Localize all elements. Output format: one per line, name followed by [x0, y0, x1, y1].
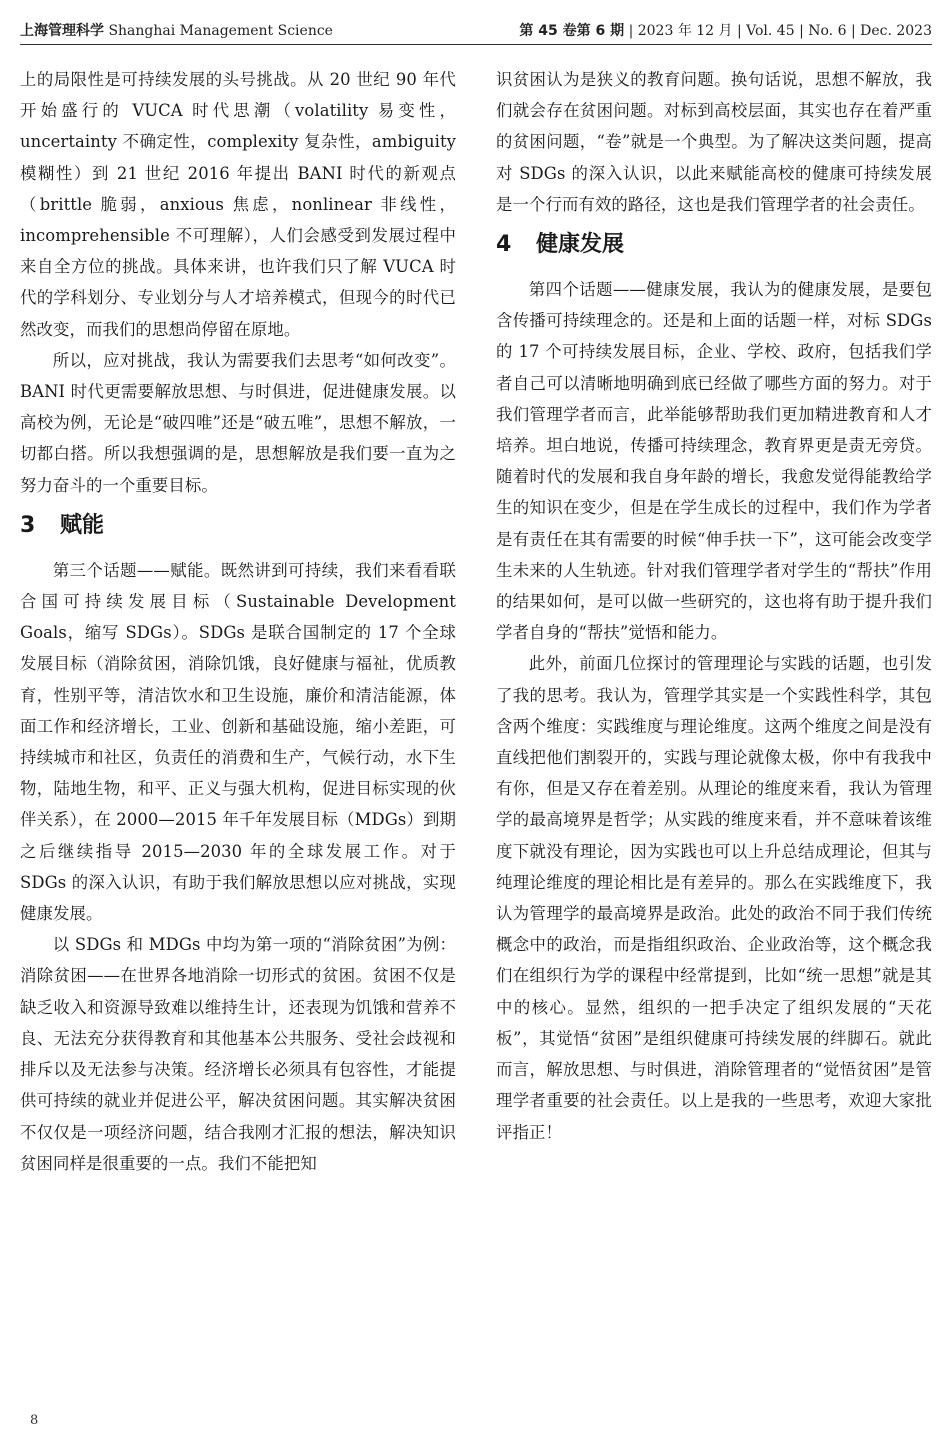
issue-en: No. 6	[808, 23, 847, 39]
header-rule	[20, 44, 932, 45]
journal-name-en: Shanghai Management Science	[108, 23, 333, 39]
section-number: 3	[20, 512, 36, 538]
running-header	[20, 14, 932, 40]
section-title: 健康发展	[536, 232, 625, 258]
paragraph: 识贫困认为是狭义的教育问题。换句话说，思想不解放，我们就会存在贫困问题。对标到高校层面，其实也存在着严重的贫困问题，“卷”就是一个典型。为了解决这类问题，提高对 SDGs 的深入认识，以此来赋能高校的健康可持续发展是一个行而有效的路径，这也是我们管理学者的社会责任。	[496, 70, 932, 214]
right-column	[496, 64, 932, 1148]
date-en: Dec. 2023	[860, 23, 932, 39]
volume-issue-cn: 第 45 卷第 6 期	[519, 23, 625, 39]
left-column	[20, 64, 456, 1179]
paragraph: 上的局限性是可持续发展的头号挑战。从 20 世纪 90 年代开始盛行的 VUCA 时代思潮（volatility 易变性，uncertainty 不确定性，complexity 复杂性，ambiguity 模糊性）到 21 世纪 2016 年提出 BANI 时代的新观点（brittle 脆弱，anxious 焦虑，nonlinear 非线性，incomprehensible 不可理解），人们会感受到发展过程中来自全方位的挑战。具体来讲，也许我们只了解 VUCA 时代的学科划分、专业划分与人才培养模式，但现今的时代已然改变，而我们的思想尚停留在原地。	[20, 70, 456, 339]
paragraph: 所以，应对挑战，我认为需要我们去思考“如何改变”。BANI 时代更需要解放思想、与时俱进，促进健康发展。以高校为例，无论是“破四唯”还是“破五唯”，思想不解放，一切都白搭。所以我想强调的是，思想解放是我们要一直为之努力奋斗的一个重要目标。	[20, 350, 456, 495]
section-heading-4	[496, 228, 932, 262]
section-heading-3	[20, 509, 456, 543]
section-title: 赋能	[60, 512, 105, 538]
section-number: 4	[496, 232, 512, 258]
journal-name	[20, 22, 333, 40]
volume-en: Vol. 45	[746, 23, 795, 39]
date-cn: 2023 年 12 月	[637, 23, 733, 39]
page-number: 8	[30, 1413, 39, 1428]
paragraph: 以 SDGs 和 MDGs 中均为第一项的“消除贫困”为例：消除贫困——在世界各地消除一切形式的贫困。贫困不仅是缺乏收入和资源导致难以维持生计，还表现为饥饿和营养不良、无法充分获得教育和其他基本公共服务、受社会歧视和排斥以及无法参与决策。经济增长必须具有包容性，才能提供可持续的就业并促进公平，解决贫困问题。其实解决贫困不仅仅是一项经济问题，结合我刚才汇报的想法，解决知识贫困同样是很重要的一点。我们不能把知	[20, 935, 456, 1173]
paragraph: 第三个话题——赋能。既然讲到可持续，我们来看看联合国可持续发展目标（Sustainable Development Goals，缩写 SDGs）。SDGs 是联合国制定的 17 个全球发展目标（消除贫困，消除饥饿，良好健康与福祉，优质教育，性别平等，清洁饮水和卫生设施，廉价和清洁能源，体面工作和经济增长，工业、创新和基础设施，缩小差距，可持续城市和社区，负责任的消费和生产，气候行动，水下生物，陆地生物，和平、正义与强大机构，促进目标实现的伙伴关系），在 2000—2015 年千年发展目标（MDGs）到期之后继续指导 2015—2030 年的全球发展工作。对于 SDGs 的深入认识，有助于我们解放思想以应对挑战，实现健康发展。	[20, 560, 456, 924]
issue-info: 第 45 卷第 6 期 | 2023 年 12 月 | Vol. 45 | No. 6 | Dec. 2023	[519, 23, 932, 39]
paragraph: 此外，前面几位探讨的管理理论与实践的话题，也引发了我的思考。我认为，管理学其实是一个实践性科学，其包含两个维度：实践维度与理论维度。这两个维度之间是没有直线把他们割裂开的，实践与理论就像太极，你中有我我中有你，但是又存在着差别。从理论的维度来看，我认为管理学的最高境界是哲学；从实践的维度来看，并不意味着该维度下就没有理论，因为实践也可以上升总结成理论，但其与纯理论维度的理论相比是有差异的。那么在实践维度下，我认为管理学的最高境界是政治。此处的政治不同于我们传统概念中的政治，而是指组织政治、企业政治等，这个概念我们在组织行为学的课程中经常提到，比如“统一思想”就是其中的核心。显然，组织的一把手决定了组织发展的“天花板”，其觉悟“贫困”是组织健康可持续发展的绊脚石。就此而言，解放思想、与时俱进，消除管理者的“觉悟贫困”是管理学者重要的社会责任。以上是我的一些思考，欢迎大家批评指正！	[496, 654, 932, 1142]
journal-name-cn: 上海管理科学	[20, 23, 104, 39]
paragraph: 第四个话题——健康发展，我认为的健康发展，是要包含传播可持续理念的。还是和上面的话题一样，对标 SDGs 的 17 个可持续发展目标，企业、学校、政府，包括我们学者自己可以清晰地明确到底已经做了哪些方面的努力。对于我们管理学者而言，此举能够帮助我们更加精进教育和人才培养。坦白地说，传播可持续理念，教育界更是责无旁贷。随着时代的发展和我自身年龄的增长，我愈发觉得能教给学生的知识在变少，但是在学生成长的过程中，我们作为学者是有责任在其有需要的时候“伸手扶一下”，这可能会改变学生未来的人生轨迹。针对我们管理学者对学生的“帮扶”作用的结果如何，是可以做一些研究的，这也将有助于提升我们学者自身的“帮扶”觉悟和能力。	[496, 280, 932, 643]
